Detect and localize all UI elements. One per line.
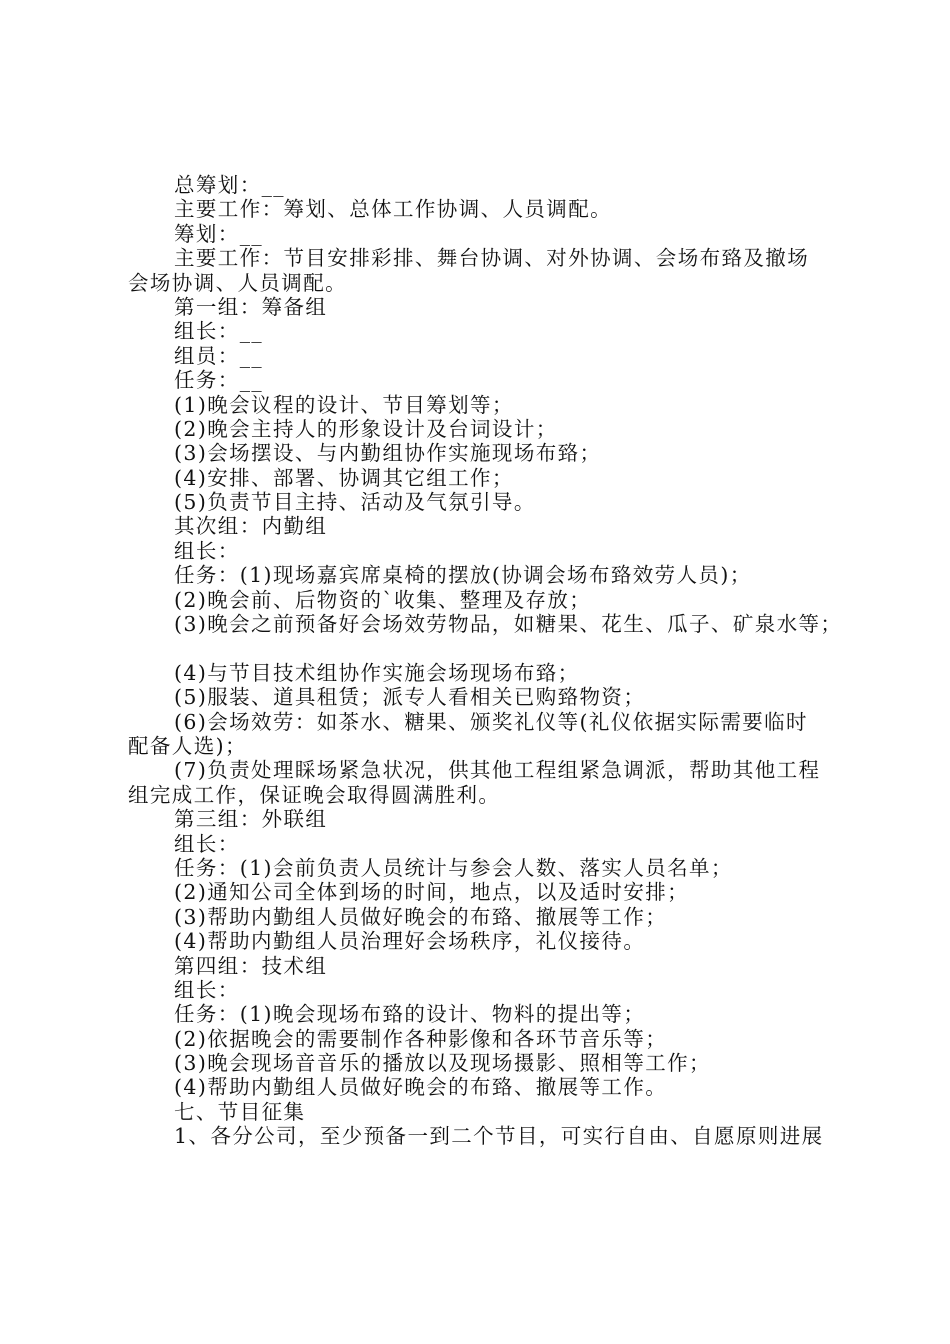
text-line: 组员：__ <box>174 343 263 368</box>
text-line: 组长： <box>174 831 240 856</box>
text-line: 第三组：外联组 <box>174 807 328 832</box>
text-line: 1、各分公司，至少预备一到二个节目，可实行自由、自愿原则进展 <box>174 1124 824 1149</box>
text-line: 主要工作：筹划、总体工作协调、人员调配。 <box>174 197 612 222</box>
document-body <box>128 173 843 1149</box>
text-line: 筹划：__ <box>174 221 263 246</box>
text-line: 任务：(1)会前负责人员统计与参会人数、落实人员名单； <box>174 855 733 880</box>
text-line: (6)会场效劳：如茶水、糖果、颁奖礼仪等(礼仪依据实际需要临时 <box>174 709 808 734</box>
text-line: (4)帮助内勤组人员做好晚会的布臵、撤展等工作。 <box>174 1075 668 1100</box>
text-line: 总筹划：__ <box>174 173 285 197</box>
text-line: (5)负责节目主持、活动及气氛引导。 <box>174 490 536 515</box>
text-line: 组长：__ <box>174 319 263 344</box>
text-line: (3)晚会之前预备好会场效劳物品，如糖果、花生、瓜子、矿泉水等； <box>174 612 843 637</box>
text-line: (4)帮助内勤组人员治理好会场秩序，礼仪接待。 <box>174 929 646 954</box>
text-line: (4)与节目技术组协作实施会场现场布臵； <box>174 660 580 685</box>
text-line: 会场协调、人员调配。 <box>128 270 347 295</box>
text-line: 其次组：内勤组 <box>174 514 328 539</box>
text-line: (2)晚会前、后物资的`收集、整理及存放； <box>174 587 592 612</box>
text-line: (2)通知公司全体到场的时间，地点，以及适时安排； <box>174 880 690 905</box>
text-line: 组完成工作，保证晚会取得圆满胜利。 <box>128 782 501 807</box>
text-line: 第一组：筹备组 <box>174 294 328 319</box>
text-line: (3)晚会现场音音乐的播放以及现场摄影、照相等工作； <box>174 1051 711 1076</box>
text-line: (7)负责处理睬场紧急状况，供其他工程组紧急调派，帮助其他工程 <box>174 758 821 783</box>
text-line: (3)会场摆设、与内勤组协作实施现场布臵； <box>174 441 602 466</box>
text-line: 组长： <box>174 977 240 1002</box>
text-line: (3)帮助内勤组人员做好晚会的布臵、撤展等工作； <box>174 904 668 929</box>
text-line: 任务：__ <box>174 368 263 393</box>
text-line: 任务：(1)晚会现场布臵的设计、物料的提出等； <box>174 1002 646 1027</box>
blank-line <box>128 636 833 660</box>
text-line: 七、节目征集 <box>174 1099 306 1124</box>
text-line: (1)晚会议程的设计、节目筹划等； <box>174 392 514 417</box>
text-line: (2)晚会主持人的形象设计及台词设计； <box>174 416 558 441</box>
text-line: 第四组：技术组 <box>174 953 328 978</box>
text-line: (2)依据晚会的需要制作各种影像和各环节音乐等； <box>174 1026 668 1051</box>
text-line: 组长： <box>174 538 240 563</box>
text-line: (5)服装、道具租赁；派专人看相关已购臵物资； <box>174 685 646 710</box>
text-line: 主要工作：节目安排彩排、舞台协调、对外协调、会场布臵及撤场 <box>174 246 810 271</box>
text-line: 任务：(1)现场嘉宾席桌椅的摆放(协调会场布臵效劳人员)； <box>174 563 752 588</box>
text-line: 配备人选)； <box>128 733 247 758</box>
text-line: (4)安排、部署、协调其它组工作； <box>174 465 514 490</box>
